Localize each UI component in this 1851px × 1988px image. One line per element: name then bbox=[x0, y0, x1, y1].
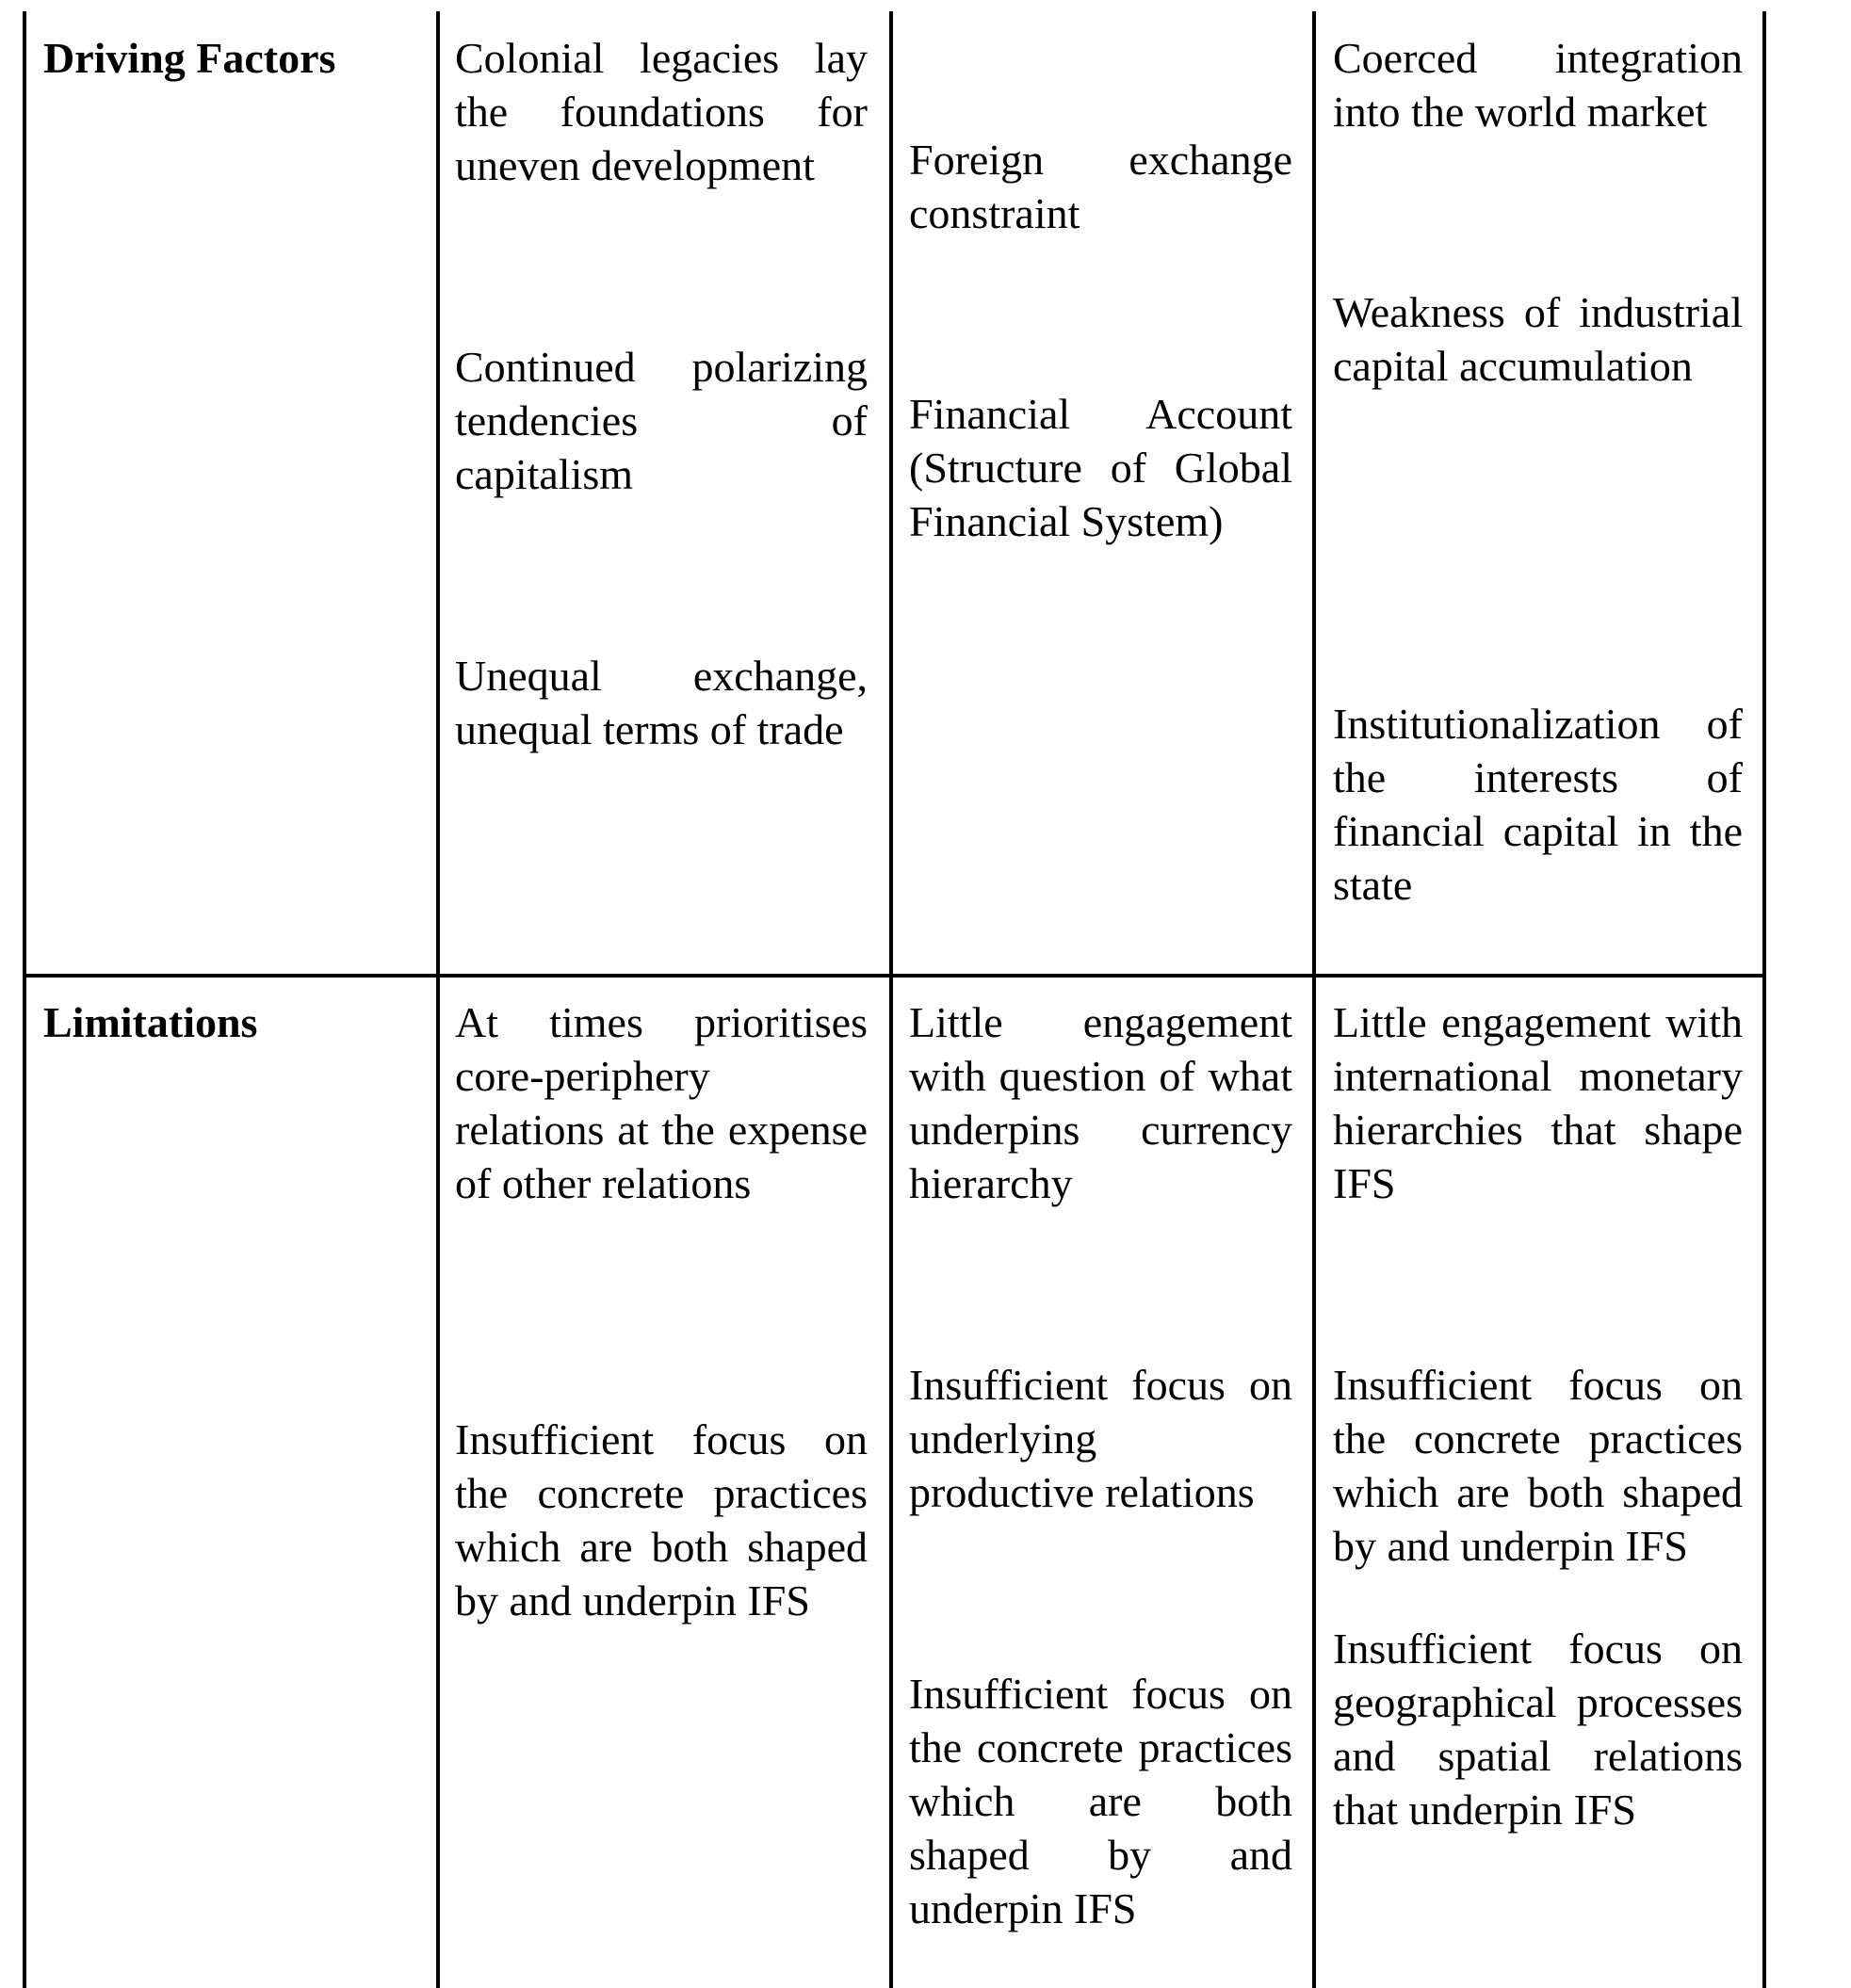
table-cell-text: Institutionalization of the interests of financial capital in the state bbox=[1333, 700, 1743, 909]
row-header-limitations: Limitations bbox=[43, 998, 258, 1046]
table-cell-text: Insufficient focus on the concrete practices which are both shaped by and underpin IFS bbox=[1333, 1361, 1743, 1570]
table-cell-text: Continued polarizing tendencies of capitalism bbox=[455, 343, 868, 498]
column-divider bbox=[889, 11, 893, 1988]
table-cell-text: Unequal exchange, unequal terms of trade bbox=[455, 652, 868, 753]
table-cell-text: Coerced integration into the world market bbox=[1333, 34, 1743, 136]
table-cell-text: Insufficient focus on geographical processes and spatial relations that underpin IFS bbox=[1333, 1624, 1743, 1834]
column-divider bbox=[436, 11, 440, 1988]
table-cell-text: Weakness of industrial capital accumulation bbox=[1333, 288, 1743, 390]
table-border-right bbox=[1762, 11, 1766, 1988]
column-divider bbox=[1312, 11, 1316, 1988]
table-cell-text: Insufficient focus on the concrete practices which are both shaped by and underpin IFS bbox=[455, 1415, 868, 1624]
table-cell-text: Foreign exchange constraint bbox=[909, 136, 1292, 237]
table-cell-text: Colonial legacies lay the foundations for uneven development bbox=[455, 34, 868, 189]
table-border-left bbox=[23, 11, 26, 1988]
row-divider bbox=[23, 974, 1766, 978]
table-cell-text: Little engagement with question of what underpins currency hierarchy bbox=[909, 998, 1292, 1207]
table-cell-text: Insufficient focus on underlying productive relations bbox=[909, 1361, 1292, 1516]
table-cell-text: At times prioritises core-periphery relations at the expense of other relations bbox=[455, 998, 868, 1207]
table-cell-text: Financial Account (Structure of Global Financial System) bbox=[909, 390, 1292, 545]
row-header-driving-factors: Driving Factors bbox=[43, 34, 336, 82]
table-cell-text: Little engagement with international monetary hierarchies that shape IFS bbox=[1333, 998, 1743, 1207]
table-cell-text: Insufficient focus on the concrete practices which are both shaped by and underpin IFS bbox=[909, 1670, 1292, 1932]
